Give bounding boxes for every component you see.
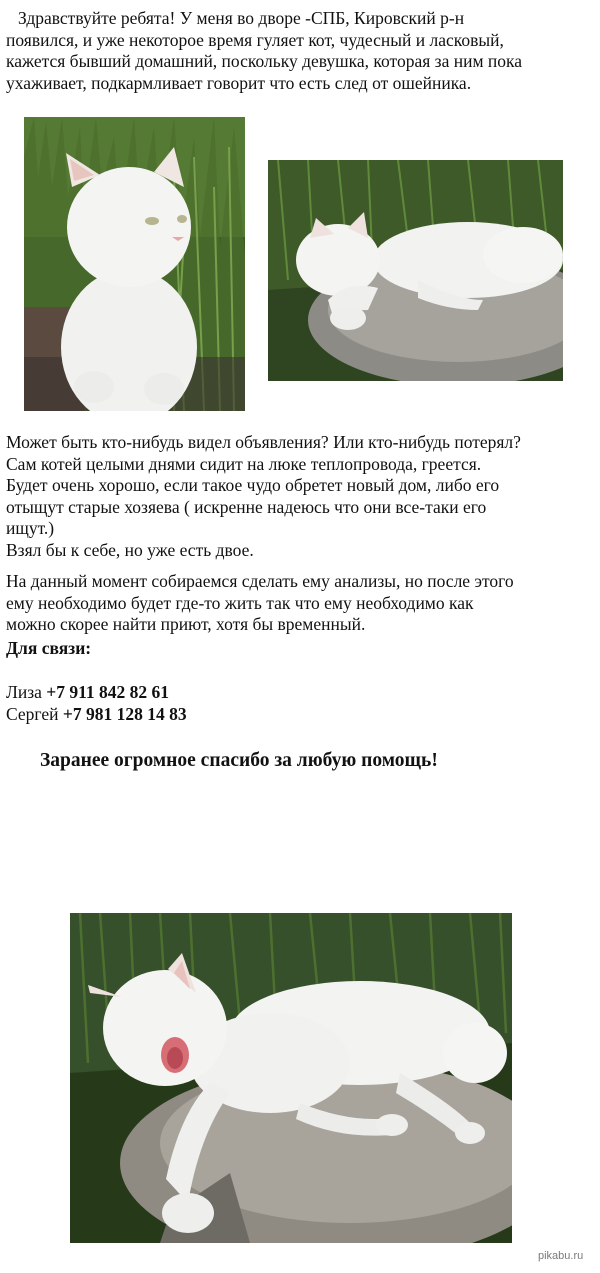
body1-line-1: Может быть кто-нибудь видел объявления? Или кто-нибудь потерял? (6, 432, 521, 452)
contact-phone[interactable]: +7 981 128 14 83 (62, 704, 187, 724)
contact-sergey (6, 704, 187, 726)
body2-line-1: На данный момент собираемся сделать ему анализы, но после этого (6, 571, 514, 591)
cat-photo-sitting (24, 117, 245, 411)
cat-photo-yawning (70, 913, 512, 1243)
body2-line-3: можно скорее найти приют, хотя бы временный. (6, 614, 366, 634)
body1-line-5: ищут.) (6, 518, 55, 538)
cat-photo-lying (268, 160, 563, 381)
contacts-heading: Для связи: (6, 638, 92, 658)
body1-line-2: Сам котей целыми днями сидит на люке теплопровода, греется. (6, 453, 482, 474)
body2-line-2: ему необходимо будет где-то жить так что ему необходимо как (6, 592, 474, 613)
body1-line-4: отыщут старые хозяева ( искренне надеюсь что они все-таки его (6, 496, 487, 517)
body1-line-6: Взял бы к себе, но уже есть двое. (6, 539, 254, 560)
contact-name: Лиза (6, 682, 47, 702)
intro-line-2: появился, и уже некоторое время гуляет кот, чудесный и ласковый, (6, 29, 504, 50)
body-paragraph-2 (6, 571, 514, 636)
contact-phone[interactable]: +7 911 842 82 61 (46, 682, 170, 702)
thanks-heading: Заранее огромное спасибо за любую помощь! (40, 750, 438, 771)
body1-line-3: Будет очень хорошо, если такое чудо обретет новый дом, либо его (6, 475, 500, 495)
intro-line-1: Здравствуйте ребята! У меня во дворе -СПБ, Кировский р-н (18, 8, 465, 28)
contact-liza (6, 682, 169, 704)
intro-paragraph (6, 8, 522, 94)
contact-name: Сергей (6, 704, 63, 724)
intro-line-4: ухаживает, подкармливает говорит что есть след от ошейника. (6, 72, 472, 93)
pikabu-watermark: pikabu.ru (538, 1250, 584, 1262)
intro-line-3: кажется бывший домашний, поскольку девушка, которая за ним пока (6, 51, 523, 71)
body-paragraph-1 (6, 432, 521, 561)
